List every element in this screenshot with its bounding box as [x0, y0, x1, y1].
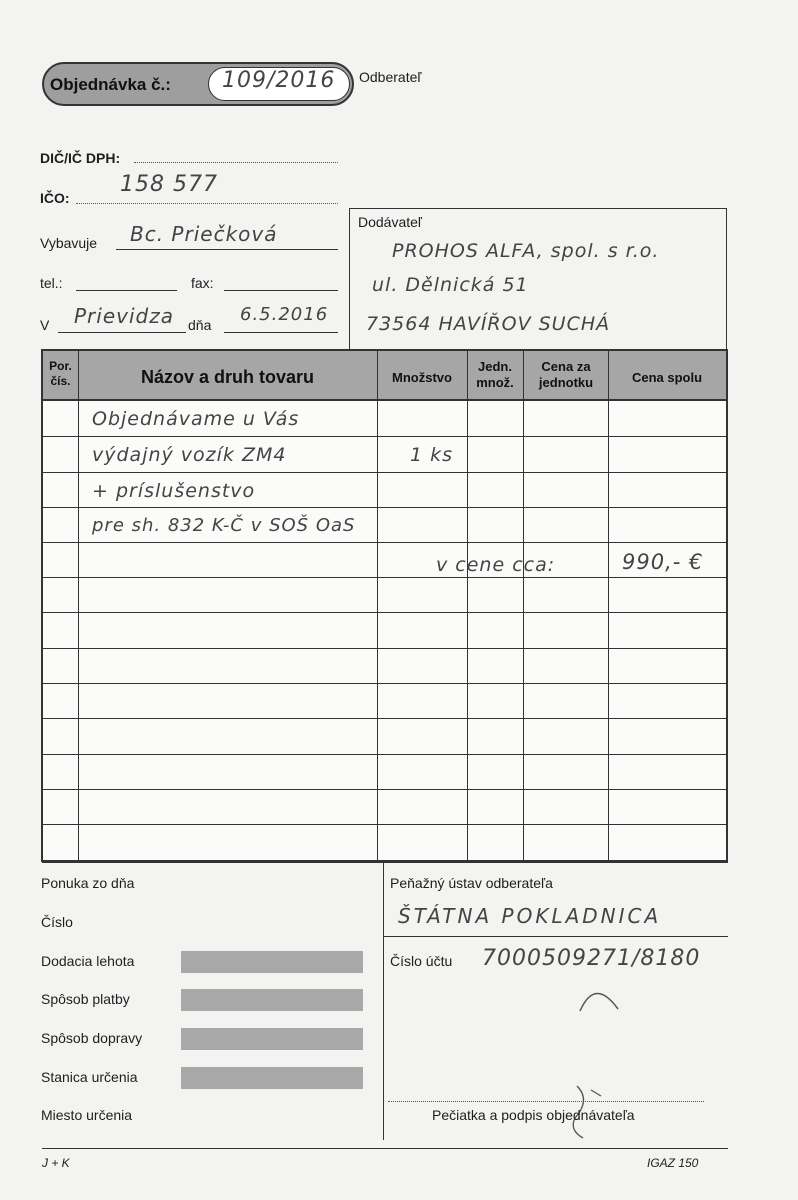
- row-divider: [43, 472, 726, 473]
- dic-field[interactable]: [134, 162, 338, 163]
- col-divider: [523, 351, 524, 860]
- table-row: pre sh. 832 K-Č v SOŠ OaS: [92, 515, 356, 536]
- tel-label: tel.:: [40, 275, 63, 291]
- signature-label: Pečiatka a podpis objednávateľa: [432, 1107, 635, 1123]
- row-divider: [43, 718, 726, 719]
- place-field[interactable]: [58, 332, 186, 333]
- date-value: 6.5.2016: [240, 304, 329, 325]
- dodacia-lehota-label: Dodacia lehota: [41, 953, 135, 969]
- supplier-line1: PROHOS ALFA, spol. s r.o.: [392, 240, 660, 262]
- order-label: Objednávka č.:: [50, 75, 171, 94]
- stanica-label: Stanica určenia: [41, 1069, 138, 1085]
- row-divider: [43, 683, 726, 684]
- ico-field[interactable]: [76, 203, 338, 204]
- table-row: Objednávame u Vás: [92, 408, 300, 430]
- sposob-platby-field[interactable]: [181, 989, 363, 1011]
- bank-label: Peňažný ústav odberateľa: [390, 875, 553, 891]
- signature-line[interactable]: [388, 1101, 704, 1102]
- row-divider: [43, 789, 726, 790]
- header-mnozstvo: Množstvo: [392, 370, 452, 385]
- row-divider: [43, 577, 726, 578]
- total-value: 990,- €: [622, 550, 704, 574]
- dna-label: dňa: [188, 317, 212, 333]
- bank-divider: [383, 936, 728, 937]
- row-divider: [43, 648, 726, 649]
- quantity-value: 1 ks: [410, 444, 454, 466]
- footer-rule: [42, 1148, 728, 1149]
- header-nazov: Názov a druh tovaru: [140, 367, 315, 387]
- ico-value: 158 577: [120, 172, 218, 197]
- ico-label: IČO:: [40, 190, 70, 206]
- account-value: 7000509271/8180: [482, 946, 701, 971]
- order-number-value: 109/2016: [222, 68, 336, 93]
- cislo-label: Číslo: [41, 914, 73, 930]
- table-row: + príslušenstvo: [92, 480, 256, 502]
- row-divider: [43, 436, 726, 437]
- bottom-col-divider: [383, 862, 384, 1140]
- supplier-line3: 73564 HAVÍŘOV SUCHÁ: [366, 313, 611, 335]
- header-cena-spolu: Cena spolu: [631, 370, 703, 385]
- col-divider: [608, 351, 609, 860]
- bottom-divider: [42, 862, 728, 863]
- fax-label: fax:: [191, 275, 214, 291]
- dic-label: DIČ/IČ DPH:: [40, 150, 121, 166]
- sposob-dopravy-label: Spôsob dopravy: [41, 1030, 143, 1046]
- fax-field[interactable]: [224, 290, 338, 291]
- date-field[interactable]: [224, 332, 338, 333]
- v-label: V: [40, 317, 50, 333]
- header-cena-jedn: Cena za jednotku: [538, 359, 594, 390]
- vybavuje-value: Bc. Priečková: [130, 222, 278, 246]
- miesto-label: Miesto určenia: [41, 1107, 133, 1123]
- vybavuje-label: Vybavuje: [40, 235, 98, 251]
- row-divider: [43, 612, 726, 613]
- row-divider: [43, 542, 726, 543]
- customer-label: Odberateľ: [359, 69, 422, 85]
- header-por: Por. čís.: [49, 359, 72, 388]
- row-divider: [43, 824, 726, 825]
- form-code: IGAZ 150: [647, 1156, 699, 1170]
- signature-mark-icon: [570, 975, 630, 1015]
- supplier-line2: ul. Dělnická 51: [372, 274, 529, 296]
- bank-value: ŠTÁTNA POKLADNICA: [398, 904, 662, 928]
- row-divider: [43, 754, 726, 755]
- table-row: v cene cca:: [436, 554, 556, 576]
- table-row: výdajný vozík ZM4: [92, 444, 287, 466]
- ponuka-label: Ponuka zo dňa: [41, 875, 135, 891]
- col-divider: [467, 351, 468, 860]
- col-divider: [377, 351, 378, 860]
- sposob-dopravy-field[interactable]: [181, 1028, 363, 1050]
- supplier-label: Dodávateľ: [358, 214, 423, 230]
- dodacia-lehota-field[interactable]: [181, 951, 363, 973]
- place-value: Prievidza: [74, 304, 174, 328]
- left-code: J + K: [42, 1156, 70, 1170]
- tel-field[interactable]: [76, 290, 177, 291]
- vybavuje-field[interactable]: [116, 249, 338, 250]
- sposob-platby-label: Spôsob platby: [41, 991, 130, 1007]
- col-divider: [78, 351, 79, 860]
- header-jedn: Jedn. množ.: [476, 359, 514, 390]
- row-divider: [43, 507, 726, 508]
- account-label: Číslo účtu: [390, 953, 453, 969]
- stanica-field[interactable]: [181, 1067, 363, 1089]
